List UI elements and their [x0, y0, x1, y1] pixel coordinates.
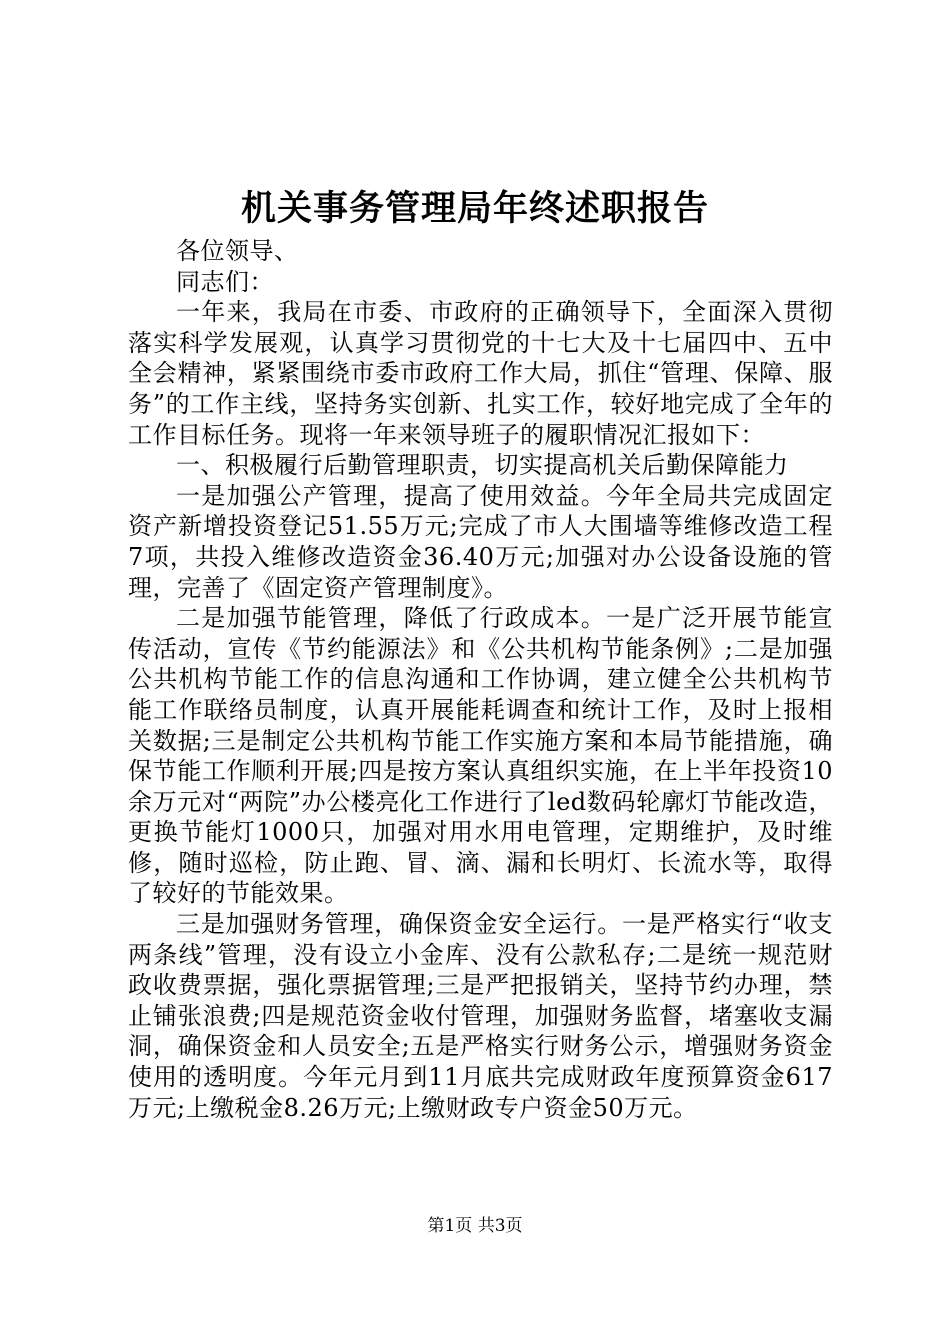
document-title: 机关事务管理局年终述职报告 — [240, 188, 709, 229]
intro-paragraph: 一年来，我局在市委、市政府的正确领导下，全面深入贯彻落实科学发展观，认真学习贯彻党的十七大及十七届四中、五中全会精神，紧紧围绕市委市政府工作大局，抓住“管理、保障、服务”的工作主线，坚持务实创新、扎实工作，较好地完成了全年的工作目标任务。现将一年来领导班子的履职情况汇报如下： — [128, 298, 833, 449]
paragraph-property-management: 一是加强公产管理，提高了使用效益。今年全局共完成固定资产新增投资登记51.55万元;完成了市人大围墙等维修改造工程7项，共投入维修改造资金36.40万元;加强对办公设备设施的管理，完善了《固定资产管理制度》。 — [128, 481, 833, 602]
document-body — [128, 236, 833, 1123]
paragraph-energy-management: 二是加强节能管理，降低了行政成本。一是广泛开展节能宣传活动，宣传《节约能源法》和《公共机构节能条例》;二是加强公共机构节能工作的信息沟通和工作协调，建立健全公共机构节能工作联络员制度，认真开展能耗调查和统计工作，及时上报相关数据;三是制定公共机构节能工作实施方案和本局节能措施，确保节能工作顺利开展;四是按方案认真组织实施，在上半年投资10余万元对“两院”办公楼亮化工作进行了led数码轮廓灯节能改造，更换节能灯1000只，加强对用水用电管理，定期维护，及时维修，随时巡检，防止跑、冒、滴、漏和长明灯、长流水等，取得了较好的节能效果。 — [128, 604, 833, 908]
salutation-comrades: 同志们： — [176, 267, 274, 296]
salutation-leaders: 各位领导、 — [176, 237, 299, 265]
section-heading-1: 一、积极履行后勤管理职责，切实提高机关后勤保障能力 — [176, 451, 789, 480]
paragraph-finance-management: 三是加强财务管理，确保资金安全运行。一是严格实行“收支两条线”管理，没有设立小金库、没有公款私存;二是统一规范财政收费票据，强化票据管理;三是严把报销关，坚持节约办理，禁止铺张浪费;四是规范资金收付管理，加强财务监督，堵塞收支漏洞，确保资金和人员安全;五是严格实行财务公示，增强财务资金使用的透明度。今年元月到11月底共完成财政年度预算资金617万元;上缴税金8.26万元;上缴财政专户资金50万元。 — [128, 910, 833, 1122]
page-footer: 第1页 共3页 — [427, 1216, 523, 1236]
